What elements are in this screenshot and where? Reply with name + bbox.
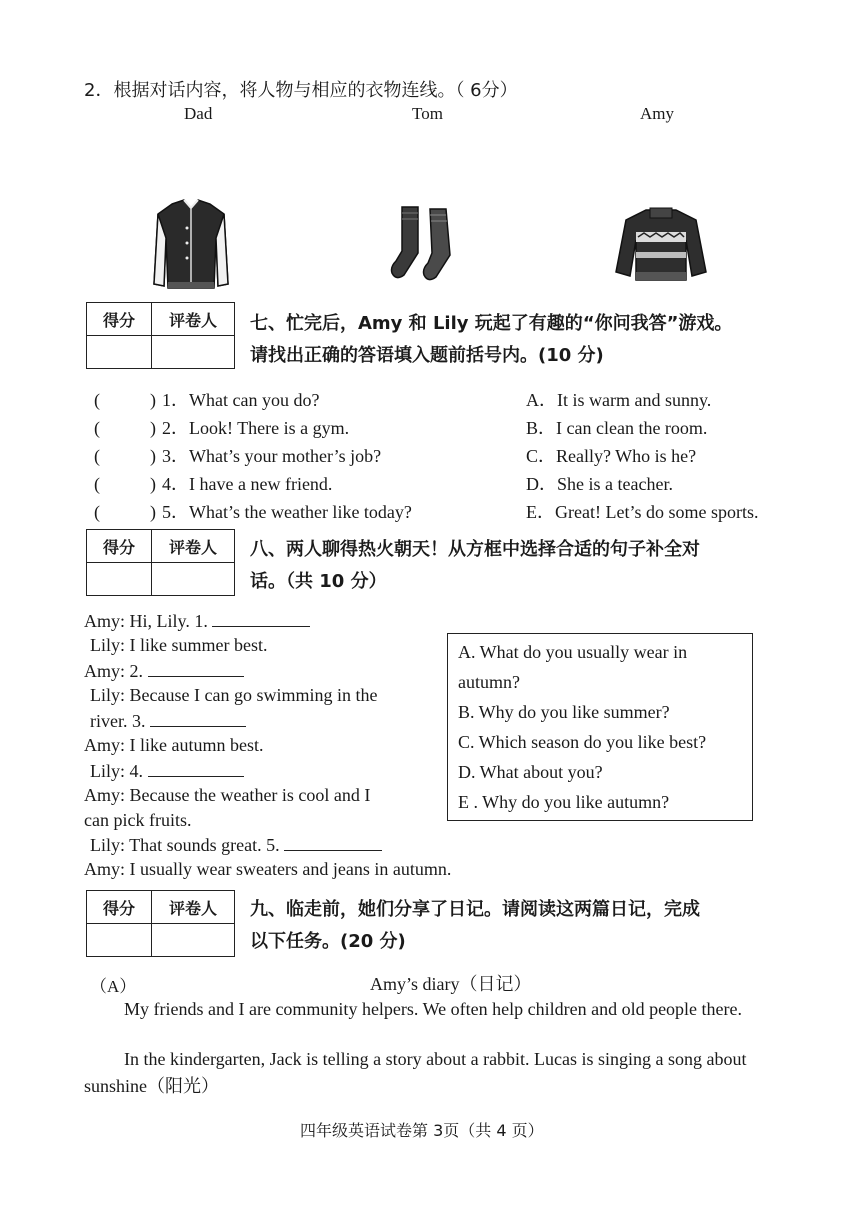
- answer-option: C．Really? Who is he?: [526, 446, 697, 466]
- section-9-title-line2: 以下任务。(20 分): [250, 931, 406, 952]
- grader-label: 评卷人: [152, 303, 235, 336]
- option-a-cont: autumn?: [458, 672, 520, 692]
- dialog-line: can pick fruits.: [84, 810, 192, 830]
- answer-option: A．It is warm and sunny.: [526, 390, 712, 410]
- diary-title: Amy’s diary（日记）: [370, 974, 532, 994]
- jacket-icon: [150, 198, 232, 294]
- dialog-line: Lily: That sounds great. 5.: [90, 834, 382, 856]
- score-cell[interactable]: [87, 563, 152, 596]
- answer-blank-3[interactable]: [150, 710, 246, 727]
- dialog-line: Amy: 2.: [84, 660, 244, 682]
- section-8-title-line2: 话。（共 10 分）: [250, 571, 387, 592]
- dialog-line: river. 3.: [90, 710, 246, 732]
- person-tom: Tom: [412, 104, 443, 123]
- answer-option: D．She is a teacher.: [526, 474, 673, 494]
- dialog-line: Lily: Because I can go swimming in the: [90, 685, 378, 705]
- person-amy: Amy: [640, 104, 674, 123]
- sweater-icon: [614, 206, 708, 282]
- dialog-line: Lily: 4.: [90, 760, 244, 782]
- score-cell[interactable]: [87, 924, 152, 957]
- options-box: [447, 633, 753, 821]
- part-label: （A）: [90, 977, 137, 996]
- score-label: 得分: [87, 303, 152, 336]
- dialog-line: Amy: Hi, Lily. 1.: [84, 610, 310, 632]
- answer-blank-5[interactable]: [284, 834, 382, 851]
- grader-label: 评卷人: [152, 891, 235, 924]
- question-row: ( ) 3．What’s your mother’s job?: [94, 446, 382, 466]
- option-e: E . Why do you like autumn?: [458, 792, 670, 812]
- answer-blank-4[interactable]: [148, 760, 244, 777]
- question-row: ( ) 1．What can you do?: [94, 390, 320, 410]
- grader-label: 评卷人: [152, 530, 235, 563]
- section-7-title-line2: 请找出正确的答语填入题前括号内。(10 分): [250, 345, 604, 366]
- question-row: ( ) 2．Look! There is a gym.: [94, 418, 350, 438]
- score-box-9: [86, 890, 235, 957]
- option-d: D. What about you?: [458, 762, 603, 782]
- page-footer: 四年级英语试卷第 3页（共 4 页）: [300, 1121, 544, 1140]
- option-c: C. Which season do you like best?: [458, 732, 707, 752]
- dialog-line: Amy: I like autumn best.: [84, 735, 264, 755]
- score-box-8: [86, 529, 235, 596]
- socks-icon: [388, 203, 468, 283]
- grader-cell[interactable]: [152, 924, 235, 957]
- dialog-line: Amy: Because the weather is cool and I: [84, 785, 371, 805]
- score-cell[interactable]: [87, 336, 152, 369]
- option-a: A. What do you usually wear in: [458, 642, 688, 662]
- answer-blank-1[interactable]: [212, 610, 310, 627]
- grader-cell[interactable]: [152, 336, 235, 369]
- section-9-title-line1: 九、临走前，她们分享了日记。请阅读这两篇日记，完成: [250, 899, 700, 920]
- dialog-line: Amy: I usually wear sweaters and jeans in autumn.: [84, 859, 452, 879]
- answer-blank-2[interactable]: [148, 660, 244, 677]
- score-box-7: [86, 302, 235, 369]
- question-row: ( ) 5．What’s the weather like today?: [94, 502, 412, 522]
- score-label: 得分: [87, 530, 152, 563]
- question-row: ( ) 4．I have a new friend.: [94, 474, 333, 494]
- answer-option: B．I can clean the room.: [526, 418, 708, 438]
- option-b: B. Why do you like summer?: [458, 702, 670, 722]
- diary-paragraph-1: My friends and I are community helpers. We often help children and old people there.: [124, 999, 743, 1019]
- section-7-title-line1: 七、忙完后，Amy 和 Lily 玩起了有趣的“你问我答”游戏。: [250, 313, 733, 334]
- dialog-line: Lily: I like summer best.: [90, 635, 268, 655]
- question-2-title: 2．根据对话内容，将人物与相应的衣物连线。（ 6分）: [84, 80, 518, 101]
- answer-option: E．Great! Let’s do some sports.: [526, 502, 759, 522]
- score-label: 得分: [87, 891, 152, 924]
- diary-paragraph-2: In the kindergarten, Jack is telling a story about a rabbit. Lucas is singing a song about sunshine（阳光）: [84, 1049, 747, 1096]
- section-8-title-line1: 八、两人聊得热火朝天！从方框中选择合适的句子补全对: [250, 539, 700, 560]
- person-dad: Dad: [184, 104, 213, 123]
- grader-cell[interactable]: [152, 563, 235, 596]
